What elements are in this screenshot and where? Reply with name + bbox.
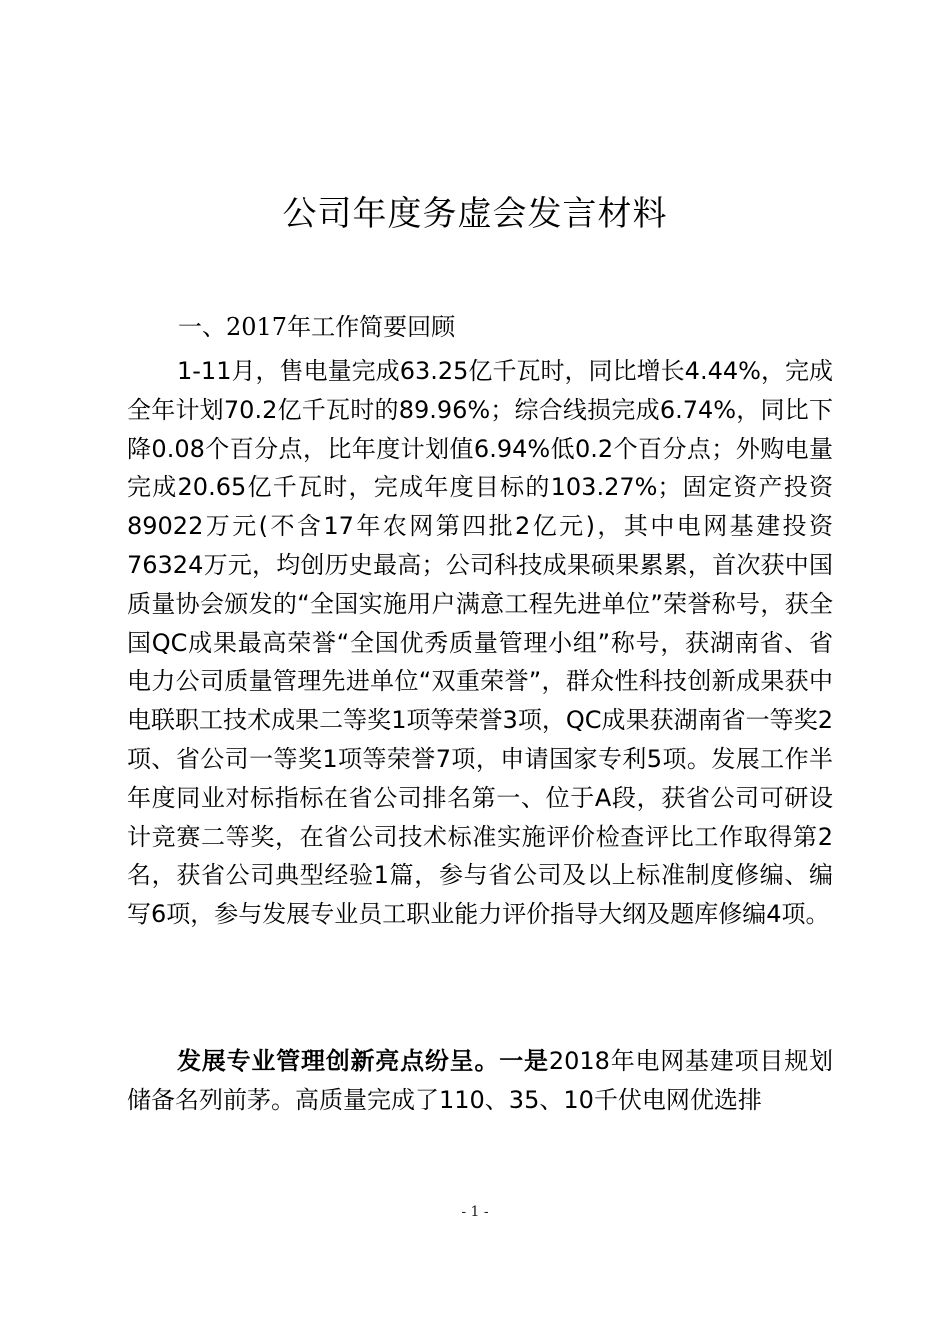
section-heading: 一、2017年工作简要回顾 [178, 313, 456, 341]
document-title: 公司年度务虚会发言材料 [282, 194, 668, 234]
paragraph-2-text: 2018年电网基建项目规划储备名列前茅。高质量完成了110、35、10千伏电网优选排 [127, 1047, 834, 1114]
body-paragraph-2 [127, 1042, 833, 1120]
paragraph-lead-heading: 发展专业管理创新亮点纷呈。 [177, 1047, 500, 1075]
paragraph-lead-item: 一是 [499, 1047, 549, 1075]
page-number: - 1 - [461, 1204, 489, 1220]
body-paragraph-1: 1-11月，售电量完成63.25亿千瓦时，同比增长4.44%，完成全年计划70.2亿千瓦时的89.96%；综合线损完成6.74%，同比下降0.08个百分点，比年度计划值6.94%低0.2个百分点；外购电量完成20.65亿千瓦时，完成年度目标的103.27%；固定资产投资89022万元(不含17年农网第四批2亿元)，其中电网基建投资76324万元，均创历史最高；公司科技成果硕果累累，首次获中国质量协会颁发的“全国实施用户满意工程先进单位”荣誉称号，获全国QC成果最高荣誉“全国优秀质量管理小组”称号，获湖南省、省电力公司质量管理先进单位“双重荣誉”，群众性科技创新成果获中电联职工技术成果二等奖1项等荣誉3项，QC成果获湖南省一等奖2项、省公司一等奖1项等荣誉7项，申请国家专利5项。发展工作半年度同业对标指标在省公司排名第一、位于A段，获省公司可研设计竞赛二等奖，在省公司技术标准实施评价检查评比工作取得第2名，获省公司典型经验1篇，参与省公司及以上标准制度修编、编写6项，参与发展专业员工职业能力评价指导大纲及题库修编4项。 [127, 357, 833, 929]
